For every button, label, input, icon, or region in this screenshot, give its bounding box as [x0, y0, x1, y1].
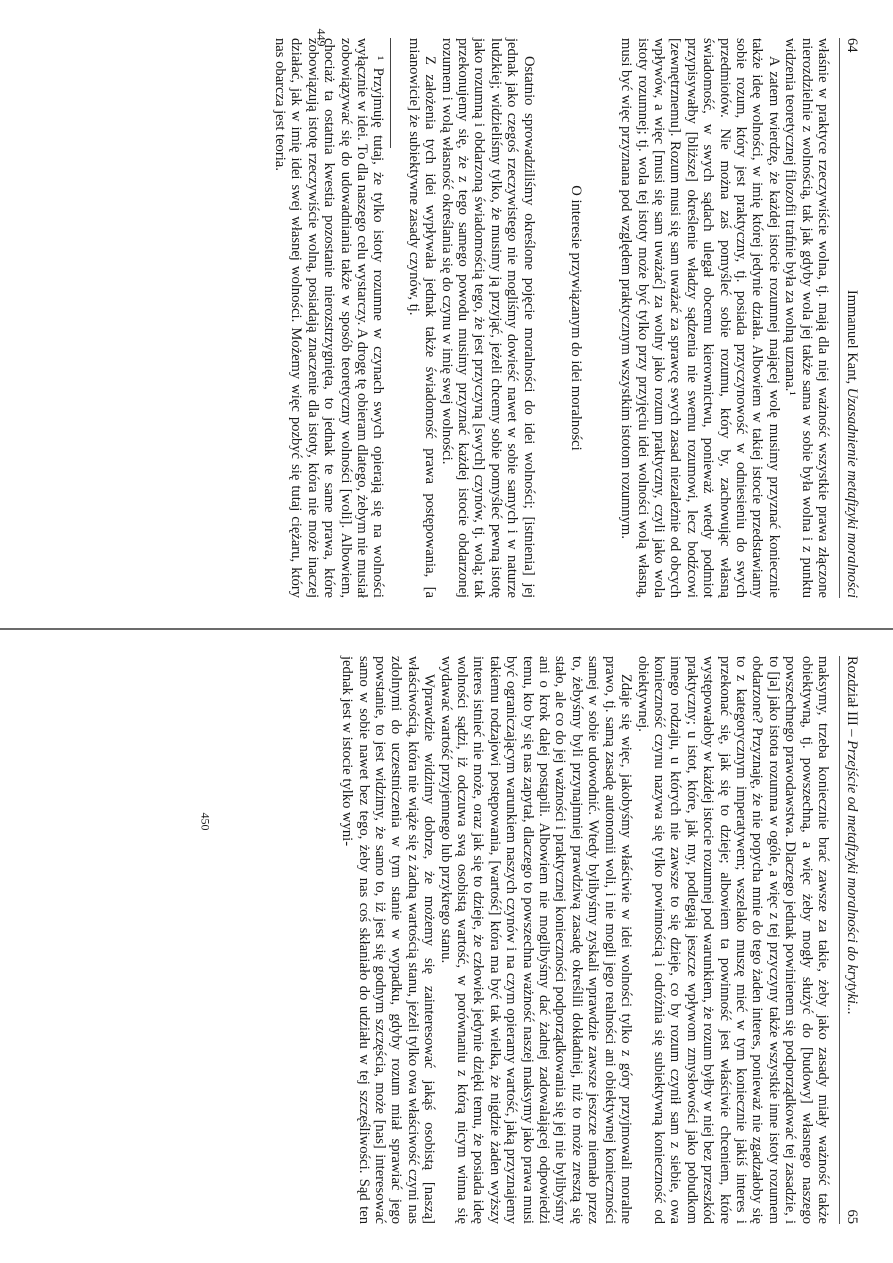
margin-number-text: 449	[314, 28, 329, 47]
page-number: 65	[844, 1209, 860, 1224]
paragraph: maksymy, trzeba koniecznie brać zawsze za takie, żeby jako zasady miały ważność także obiektywną, tj. powszechną, a więc żeby mogły służyć do [budowy] własnego naszego powszechnego prawodawstwa. Dlaczego jednak powinienem się podporządkować tej zasadzie, i to [ja] jako istota rozumna w ogóle, a więc z tej przyczyny także wszystkie inne istoty rozumem obdarzone? Przyznaję, że nie popycha mnie do tego żaden interes, ponieważ nie zgadzałoby się to z kategorycznym imperatywem; wszelako muszę mieć w tym koniecznie jakiś interes i przekonać się, jak się to dzieje; albowiem ta powinność jest właściwie chceniem, które występowałoby w każdej istocie rozumnej pod warunkiem, że rozum byłby w niej bez przeszkód praktyczny; u istot, które, jak my, podlegają jeszcze wpływom zmysłowości jako pobudkom innego rodzaju, u których nie zawsze to się dzieje, co by rozum czynił sam z siebie, owa konieczność czynu nazywa się tylko powinnością i odróżnia się subiektywną konieczność od obiektywnej.	[634, 656, 831, 1224]
footnote: ¹ Przyjmuję tutaj, że tylko istoty rozumne w czynach swych opierają się na wolności wyłącznie w idei. To dla naszego celu wystarczy. A drogę tę obieram dlatego, żebym nie musiał zobowiązywać się do udowadniania także w sposób teoretyczny wolności [woli]. Albowiem, chociaż ta ostatnia kwestia pozostanie nierozstrzygnięta, to jednak te same prawa, które zobowiązują istotę rzeczywiście wolną, posiadają znaczenie dla istoty, która nie może inaczej działać, jak w imię idei swej własnej wolności. Możemy więc pozbyć się tutaj ciężaru, który nas obarcza jest teoria.	[272, 38, 387, 598]
header-work: Uzasadnienie metafizyki moralności	[844, 387, 860, 598]
page-body	[272, 38, 831, 598]
paragraph: Wprawdzie widzimy dobrze, że możemy się zainteresować jakąś osobistą [naszą] właściwością, która nie wiąże się z żadną wartością stanu, jeżeli tylko owa właściwość czyni nas zdolnymi do uczestniczenia w tym stanie w wypadku, gdyby rozum miał sprawiać jego powstanie, to jest widzimy, że samo to, iż jest się godnym szczęścia, może [nas] interesować samo w sobie nawet bez tego, żeby nas coś skłaniało do udziału w tej szczęśliwości. Sąd ten jednak jest w istocie tylko wyni-	[339, 656, 438, 1224]
header-author: Immanuel Kant,	[844, 289, 860, 388]
running-header	[839, 38, 860, 598]
section-heading: O interesie przywiązanym do idei moralności	[567, 185, 584, 451]
paragraph: Zdaje się więc, jakobyśmy właściwie w idei wolności tylko z góry przyjmowali moralne prawo, tj. samą zasadę autonomii woli, i nie mogli jego realności ani obiektywnej konieczności samej w sobie udowodnić. Wtedy bylibyśmy zyskali wprawdzie zawsze jeszcze niemało przez to, żebyśmy byli przynajmniej prawdziwą zasadę określili dokładniej, niż to może zresztą się stało, ale co do jej ważności i praktycznej konieczności podporządkowania się jej nie bylibyśmy ani o krok dalej postąpili. Albowiem nie moglibyśmy dać żadnej zadowalającej odpowiedzi temu, kto by się nas zapytał, dlaczego to powszechna ważność naszej maksymy jako prawa musi być ograniczającym warunkiem naszych czynów i na czym opieramy wartość, jaką przyznajemy takiemu rodzajowi postępowania, [wartość] która ma być tak wielka, że nigdzie żaden wyższy interes istnieć nie może, oraz jak się to dzieje, że człowiek jedynie dzięki temu, że posiada ideę wolności sądzi, iż odczuwa swą osobistą wartość, w porównaniu z którą nicym winna się wydawać wartość przyjemnego lub przykrego stanu.	[437, 656, 635, 1224]
page-divider	[0, 628, 893, 630]
page-body	[339, 656, 831, 1224]
paragraph: właśnie w praktyce rzeczywiście wolna, tj. mają dla niej ważność wszystkie prawa złączone nierozdzielnie z wolnością, tak jak gdyby wola jej także sama w sobie była wolna i z punktu widzenia teoretycznej filozofii trafnie była za wolną uznana.¹	[782, 38, 831, 598]
margin-number	[312, 28, 332, 68]
running-header	[839, 656, 860, 1224]
paragraph: A zatem twierdzę, że każdej istocie rozumnej mającej wolę musimy przyznać koniecznie także ideę wolności, w imię której jedynie działa. Albowiem w takiej istocie przedstawiamy sobie rozum, który jest praktyczny, tj. posiada przyczynowość w odniesieniu do swych przedmiotów. Nie można zaś pomyśleć sobie rozumu, który by, zachowując własną świadomość, w swych sądach ulegał obcemu kierownictwu, ponieważ wtedy podmiot przypisywałby [bliższe] określenie władzy sądzenia nie swemu rozumowi, lecz bodźcowi [zewnętrznemu]. Rozum musi się sam uważać za sprawcę swych zasad niezależnie od obcych wpływów, a więc [musi się sam uważać] za wolny jako rozum praktyczny, czyli jako wola istoty rozumnej; tj. wola tej istoty może być tylko przy przyjęciu idei wolności wolą własną, musi być więc przyznana pod względem praktycznym wszystkim istotom rozumnym.	[618, 38, 782, 598]
page-65	[0, 632, 893, 1263]
header-title	[843, 656, 860, 1015]
header-chapter-title: Przejście od metafizyki moralności do krytyki...	[844, 740, 860, 1015]
page-64-content	[100, 38, 860, 598]
page-number: 64	[844, 38, 860, 53]
paragraph: Ostatnio sprowadziliśmy określone pojęcie moralności do idei wolności; [istnienia] jej jednak jako czegoś rzeczywistego nie mogliśmy dowieść nawet w sobie samych i w naturze ludzkiej; widzieliśmy tylko, że musimy ją przyjąć, jeżeli chcemy sobie pomyśleć pewną istotę jako rozumną i obdarzoną świadomością tego, że jest przyczyną [swych] czynów, tj. wolą; tak przekonujemy się, że z tego samego powodu musimy przyznać każdej istocie obdarzonej rozumem i wolą własność określania się do czynu w imię swej wolności.	[438, 38, 537, 598]
margin-number-text: 450	[198, 812, 213, 831]
header-chapter: Rozdział III –	[844, 656, 860, 741]
page-65-content	[100, 656, 860, 1224]
page-64	[0, 0, 893, 626]
paragraph: Z założenia tych idei wypływała jednak także świadomość prawa postępowania, [a mianowicie] że subiektywne zasady czynów, tj.	[405, 38, 439, 598]
footnote-rule	[390, 38, 391, 148]
margin-number	[196, 812, 216, 852]
header-title	[843, 290, 860, 598]
